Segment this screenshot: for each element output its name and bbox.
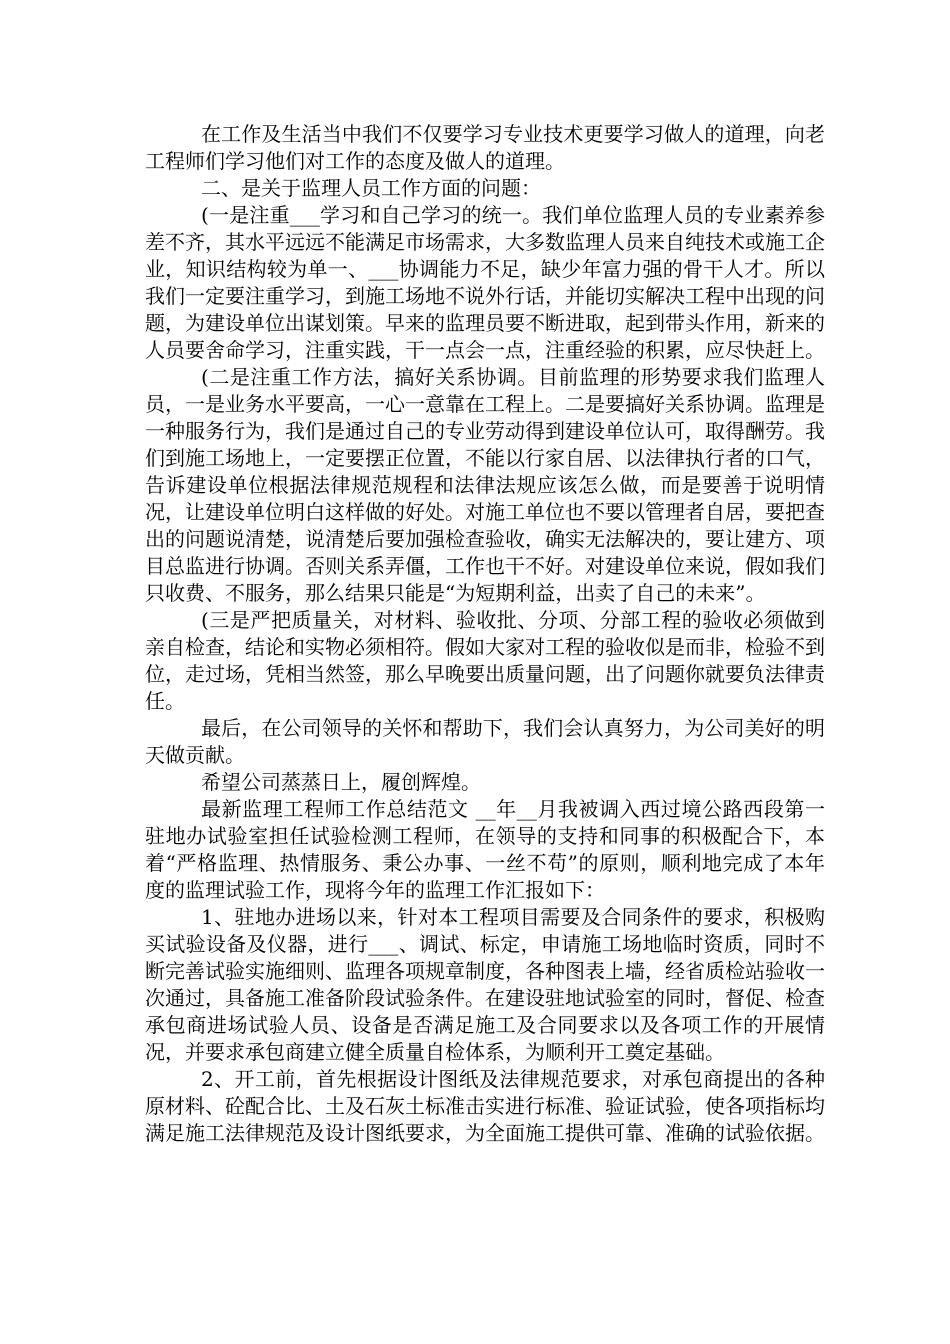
paragraph-10: 2、开工前，首先根据设计图纸及法律规范要求，对承包商提出的各种原材料、砼配合比、土及石灰土标准击实进行标准、验证试验，使各项指标均满足施工法律规范及设计图纸要求，为全面施工提供可靠、准确的试验依据。 bbox=[145, 1067, 825, 1145]
paragraph-3: (一是注重___学习和自己学习的统一。我们单位监理人员的专业素养参差不齐，其水平远远不能满足市场需求，大多数监理人员来自纯技术或施工企业，知识结构较为单一、___协调能力不足，缺少年富力强的骨干人才。所以我们一定要注重学习，到施工场地不说外行话，并能切实解决工程中出现的问题，为建设单位出谋划策。早来的监理员要不断进取，起到带头作用，新来的人员要舍命学习，注重实践，干一点会一点，注重经验的积累，应尽快赶上。 bbox=[145, 203, 825, 362]
paragraph-6: 最后，在公司领导的关怀和帮助下，我们会认真努力，为公司美好的明天做贡献。 bbox=[145, 716, 825, 767]
paragraph-4: (二是注重工作方法，搞好关系协调。目前监理的形势要求我们监理人员，一是业务水平要高，一心一意靠在工程上。二是要搞好关系协调。监理是一种服务行为，我们是通过自己的专业劳动得到建设单位认可，取得酬劳。我们到施工场地上，一定要摆正位置，不能以行家自居、以法律执行者的口气，告诉建设单位根据法律规范规程和法律法规应该怎么做，而是要善于说明情况，让建设单位明白这样做的好处。对施工单位也不要以管理者自居，要把查出的问题说清楚，说清楚后要加强检查验收，确实无法解决的，要让建方、项目总监进行协调。否则关系弄僵，工作也干不好。对建设单位来说，假如我们只收费、不服务，那么结果只能是“为短期利益，出卖了自己的未来”。 bbox=[145, 365, 825, 605]
document-body bbox=[145, 121, 825, 1147]
paragraph-2: 二、是关于监理人员工作方面的问题： bbox=[201, 176, 541, 200]
paragraph-9: 1、驻地办进场以来，针对本工程项目需要及合同条件的要求，积极购买试验设备及仪器，进行___、调试、标定，申请施工场地临时资质，同时不断完善试验实施细则、监理各项规章制度，各种图表上墙，经省质检站验收一次通过，具备施工准备阶段试验条件。在建设驻地试验室的同时，督促、检查承包商进场试验人员、设备是否满足施工及合同要求以及各项工作的开展情况，并要求承包商建立健全质量自检体系，为顺利开工奠定基础。 bbox=[145, 905, 825, 1064]
paragraph-7: 希望公司蒸蒸日上，履创辉煌。 bbox=[201, 770, 481, 794]
paragraph-1: 在工作及生活当中我们不仅要学习专业技术更要学习做人的道理，向老工程师们学习他们对工作的态度及做人的道理。 bbox=[145, 122, 825, 173]
paragraph-8: 最新监理工程师工作总结范文 __年__月我被调入西过境公路西段第一驻地办试验室担任试验检测工程师，在领导的支持和同事的积极配合下，本着“严格监理、热情服务、秉公办事、一丝不苟”的原则，顺利地完成了本年度的监理试验工作，现将今年的监理工作汇报如下： bbox=[145, 797, 825, 902]
paragraph-5: (三是严把质量关，对材料、验收批、分项、分部工程的验收必须做到亲自检查，结论和实物必须相符。假如大家对工程的验收似是而非，检验不到位，走过场，凭相当然签，那么早晚要出质量问题，出了问题你就要负法律责任。 bbox=[145, 608, 825, 713]
